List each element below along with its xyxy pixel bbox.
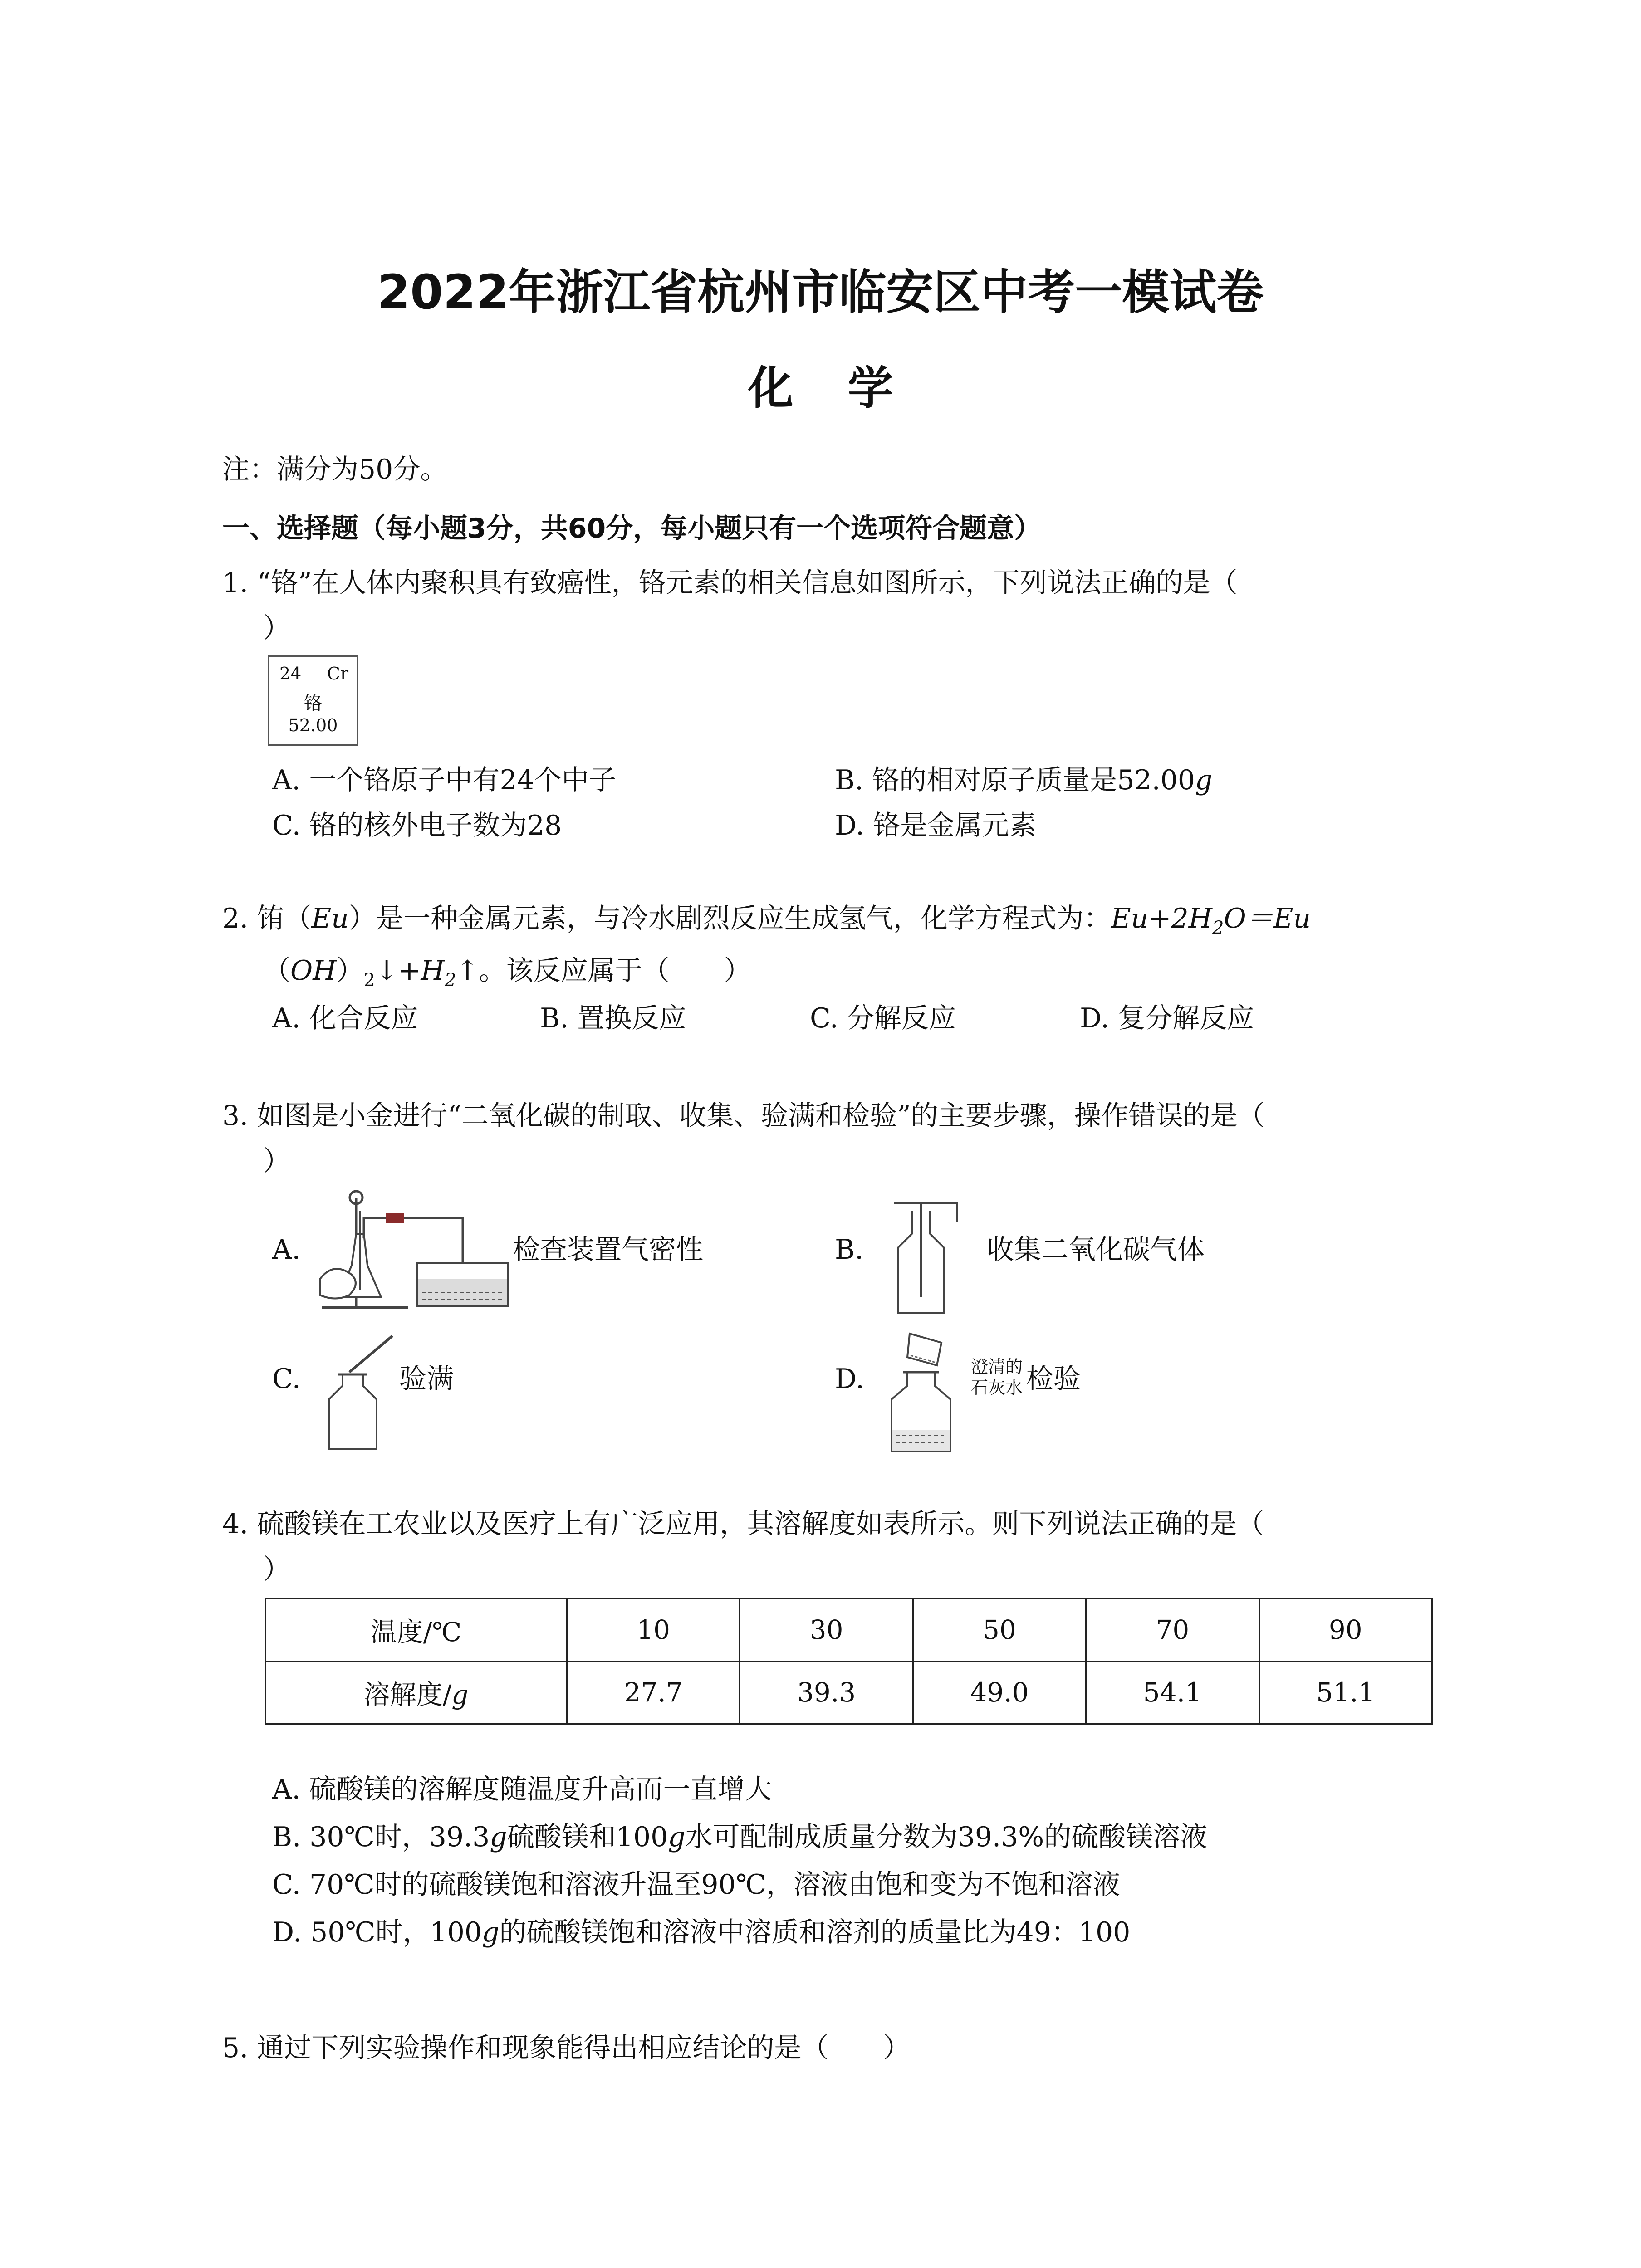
q5-stem: 5. 通过下列实验操作和现象能得出相应结论的是（ ） bbox=[222, 2032, 911, 2064]
q2-option-c[interactable]: C. 分解反应 bbox=[810, 1002, 956, 1034]
q2-l2b: ） bbox=[336, 955, 364, 987]
table-cell: 30 bbox=[740, 1598, 913, 1662]
atomic-mass: 52.00 bbox=[288, 715, 338, 735]
chromium-element-card bbox=[268, 655, 358, 746]
q2-eq-sub1: 2 bbox=[1212, 918, 1224, 938]
table-cell: 39.3 bbox=[740, 1661, 913, 1724]
gas-collection-bottle-image bbox=[885, 1198, 975, 1318]
element-name: 铬 bbox=[304, 693, 322, 714]
q4-d-g: g bbox=[482, 1916, 500, 1948]
q2-option-b[interactable]: B. 置换反应 bbox=[540, 1002, 686, 1034]
table-cell: 10 bbox=[567, 1598, 740, 1662]
q2-l2c: ↓+ bbox=[375, 955, 421, 987]
q2-l2a: （ bbox=[263, 955, 290, 987]
q4-option-b[interactable] bbox=[272, 1819, 1207, 1855]
table-row bbox=[265, 1661, 1432, 1724]
q1-option-b-unit: g bbox=[1195, 764, 1213, 796]
q2-sub2: 2 bbox=[363, 970, 375, 991]
table-header-cell: 温度/℃ bbox=[265, 1598, 567, 1662]
q2-line2 bbox=[263, 953, 751, 998]
solubility-label: 溶解度/ bbox=[363, 1679, 452, 1711]
q4-option-c[interactable]: C. 70℃时的硫酸镁饱和溶液升温至90℃，溶液由饱和变为不饱和溶液 bbox=[272, 1869, 1120, 1901]
q4-option-d[interactable] bbox=[272, 1914, 1130, 1950]
q3-option-b-text[interactable]: 收集二氧化碳气体 bbox=[987, 1234, 1205, 1266]
q2-eu: Eu bbox=[311, 903, 349, 934]
q2-mid: ）是一种金属元素，与冷水剧烈反应生成氢气，化学方程式为： bbox=[348, 903, 1111, 934]
exam-subject: 化学 bbox=[748, 362, 948, 415]
limewater-bottle-image bbox=[882, 1329, 973, 1456]
table-cell: 90 bbox=[1259, 1598, 1432, 1662]
q3-stem-end: ） bbox=[263, 1145, 290, 1177]
q1-option-b-text: B. 铬的相对原子质量是52.00 bbox=[835, 764, 1195, 796]
table-row bbox=[265, 1598, 1432, 1662]
table-cell: 49.0 bbox=[913, 1661, 1086, 1724]
table-cell: 27.7 bbox=[567, 1661, 740, 1724]
q4-d2: 的硫酸镁饱和溶液中溶质和溶剂的质量比为49：100 bbox=[499, 1916, 1131, 1948]
q2-prefix: 2. 铕（ bbox=[222, 903, 312, 934]
q1-option-b[interactable] bbox=[835, 762, 1212, 798]
q3-option-c-letter[interactable]: C. bbox=[272, 1363, 301, 1395]
q2-option-a[interactable]: A. 化合反应 bbox=[272, 1002, 418, 1034]
q2-eq-a: Eu+2H bbox=[1111, 903, 1212, 934]
q3-option-a-text[interactable]: 检查装置气密性 bbox=[513, 1234, 703, 1266]
q4-b2: 硫酸镁和100 bbox=[507, 1821, 668, 1853]
q3-option-c-text[interactable]: 验满 bbox=[399, 1363, 454, 1395]
q2-line1 bbox=[222, 900, 1311, 946]
table-cell: 50 bbox=[913, 1598, 1086, 1662]
q4-option-a[interactable]: A. 硫酸镁的溶解度随温度升高而一直增大 bbox=[272, 1774, 772, 1805]
airtightness-apparatus-image bbox=[313, 1184, 513, 1315]
q1-option-c[interactable]: C. 铬的核外电子数为28 bbox=[272, 810, 562, 841]
q4-stem-end: ） bbox=[263, 1554, 290, 1585]
solubility-table bbox=[265, 1598, 1433, 1725]
q4-b3: 水可配制成质量分数为39.3%的硫酸镁溶液 bbox=[685, 1821, 1208, 1853]
q3-stem: 3. 如图是小金进行“二氧化碳的制取、收集、验满和检验”的主要步骤，操作错误的是（ bbox=[222, 1100, 1265, 1132]
q2-sub3: 2 bbox=[444, 970, 456, 991]
q4-b1: B. 30℃时，39.3 bbox=[272, 1821, 490, 1853]
q3-option-d-text[interactable]: 检验 bbox=[1026, 1363, 1081, 1395]
table-cell: 54.1 bbox=[1086, 1661, 1259, 1724]
q4-b-g1: g bbox=[490, 1821, 507, 1853]
q2-option-d[interactable]: D. 复分解反应 bbox=[1080, 1002, 1254, 1034]
q4-d1: D. 50℃时，100 bbox=[272, 1916, 482, 1948]
table-header-cell bbox=[265, 1661, 567, 1724]
q2-h2: H bbox=[421, 955, 445, 987]
q2-oh: OH bbox=[290, 955, 337, 987]
q1-option-d[interactable]: D. 铬是金属元素 bbox=[835, 810, 1037, 841]
q3-option-d-letter[interactable]: D. bbox=[835, 1363, 865, 1395]
q1-stem: 1. “铬”在人体内聚积具有致癌性，铬元素的相关信息如图所示，下列说法正确的是（ bbox=[222, 567, 1238, 599]
score-note: 注：满分为50分。 bbox=[222, 454, 448, 485]
q4-stem: 4. 硫酸镁在工农业以及医疗上有广泛应用，其溶解度如表所示。则下列说法正确的是（ bbox=[222, 1508, 1264, 1540]
limewater-label-1: 澄清的 bbox=[971, 1357, 1023, 1377]
burning-stick-bottle-image bbox=[318, 1331, 399, 1454]
q1-stem-end: ） bbox=[263, 612, 290, 644]
table-cell: 70 bbox=[1086, 1598, 1259, 1662]
q1-option-a[interactable]: A. 一个铬原子中有24个中子 bbox=[272, 764, 616, 796]
q2-eq-b: O＝Eu bbox=[1224, 903, 1311, 934]
q3-option-b-letter[interactable]: B. bbox=[835, 1234, 864, 1266]
table-cell: 51.1 bbox=[1259, 1661, 1432, 1724]
atomic-number: 24 bbox=[279, 664, 302, 684]
q3-option-a-letter[interactable]: A. bbox=[272, 1234, 301, 1266]
solubility-unit: g bbox=[451, 1679, 469, 1711]
q4-b-g2: g bbox=[668, 1821, 686, 1853]
exam-title: 2022年浙江省杭州市临安区中考一模试卷 bbox=[377, 264, 1264, 320]
section-heading: 一、选择题（每小题3分，共60分，每小题只有一个选项符合题意） bbox=[222, 513, 1042, 544]
q2-l2d: ↑。该反应属于（ ） bbox=[456, 955, 751, 987]
limewater-label bbox=[971, 1356, 1023, 1398]
element-symbol: Cr bbox=[327, 664, 348, 684]
limewater-label-2: 石灰水 bbox=[971, 1378, 1023, 1398]
